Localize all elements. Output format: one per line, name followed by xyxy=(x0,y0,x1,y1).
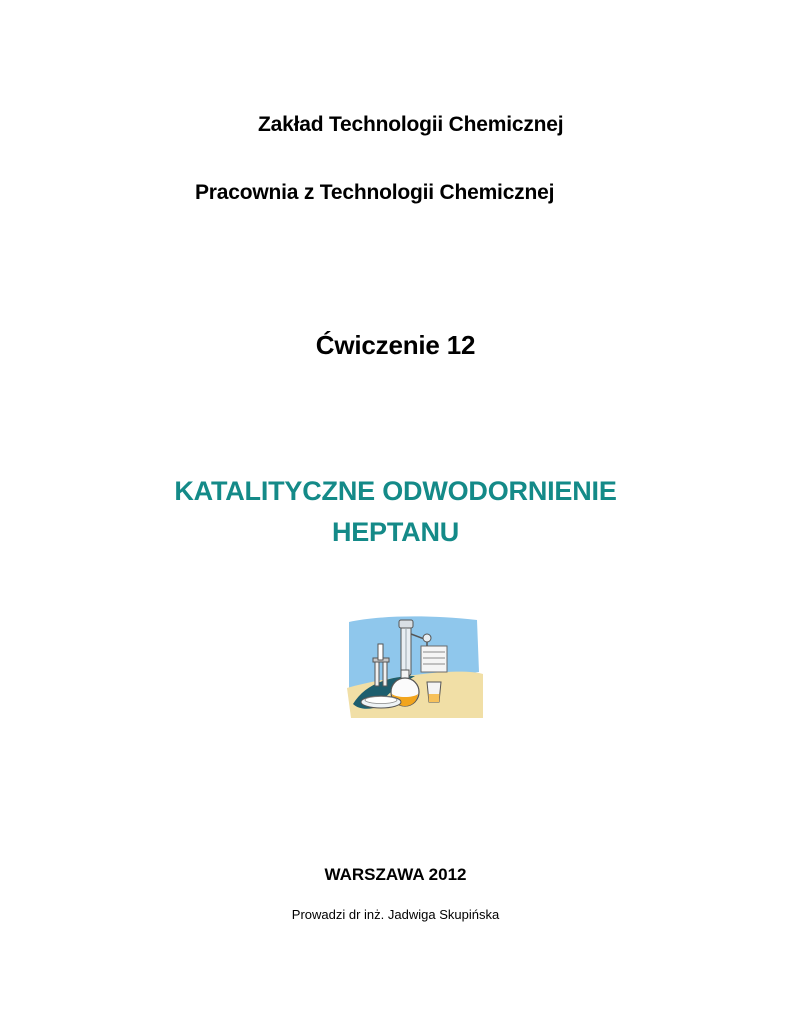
laboratory-glassware-icon xyxy=(345,614,485,720)
place-and-year: WARSZAWA 2012 xyxy=(324,865,467,884)
course-leader: Prowadzi dr inż. Jadwiga Skupińska xyxy=(291,907,500,922)
document-title-line-2: HEPTANU xyxy=(331,517,460,547)
laboratory-name: Pracownia z Technologii Chemicznej xyxy=(195,181,555,204)
exercise-number: Ćwiczenie 12 xyxy=(315,330,476,360)
department-name: Zakład Technologii Chemicznej xyxy=(258,113,564,136)
document-title-line-1: KATALITYCZNE ODWODORNIENIE xyxy=(174,476,617,506)
